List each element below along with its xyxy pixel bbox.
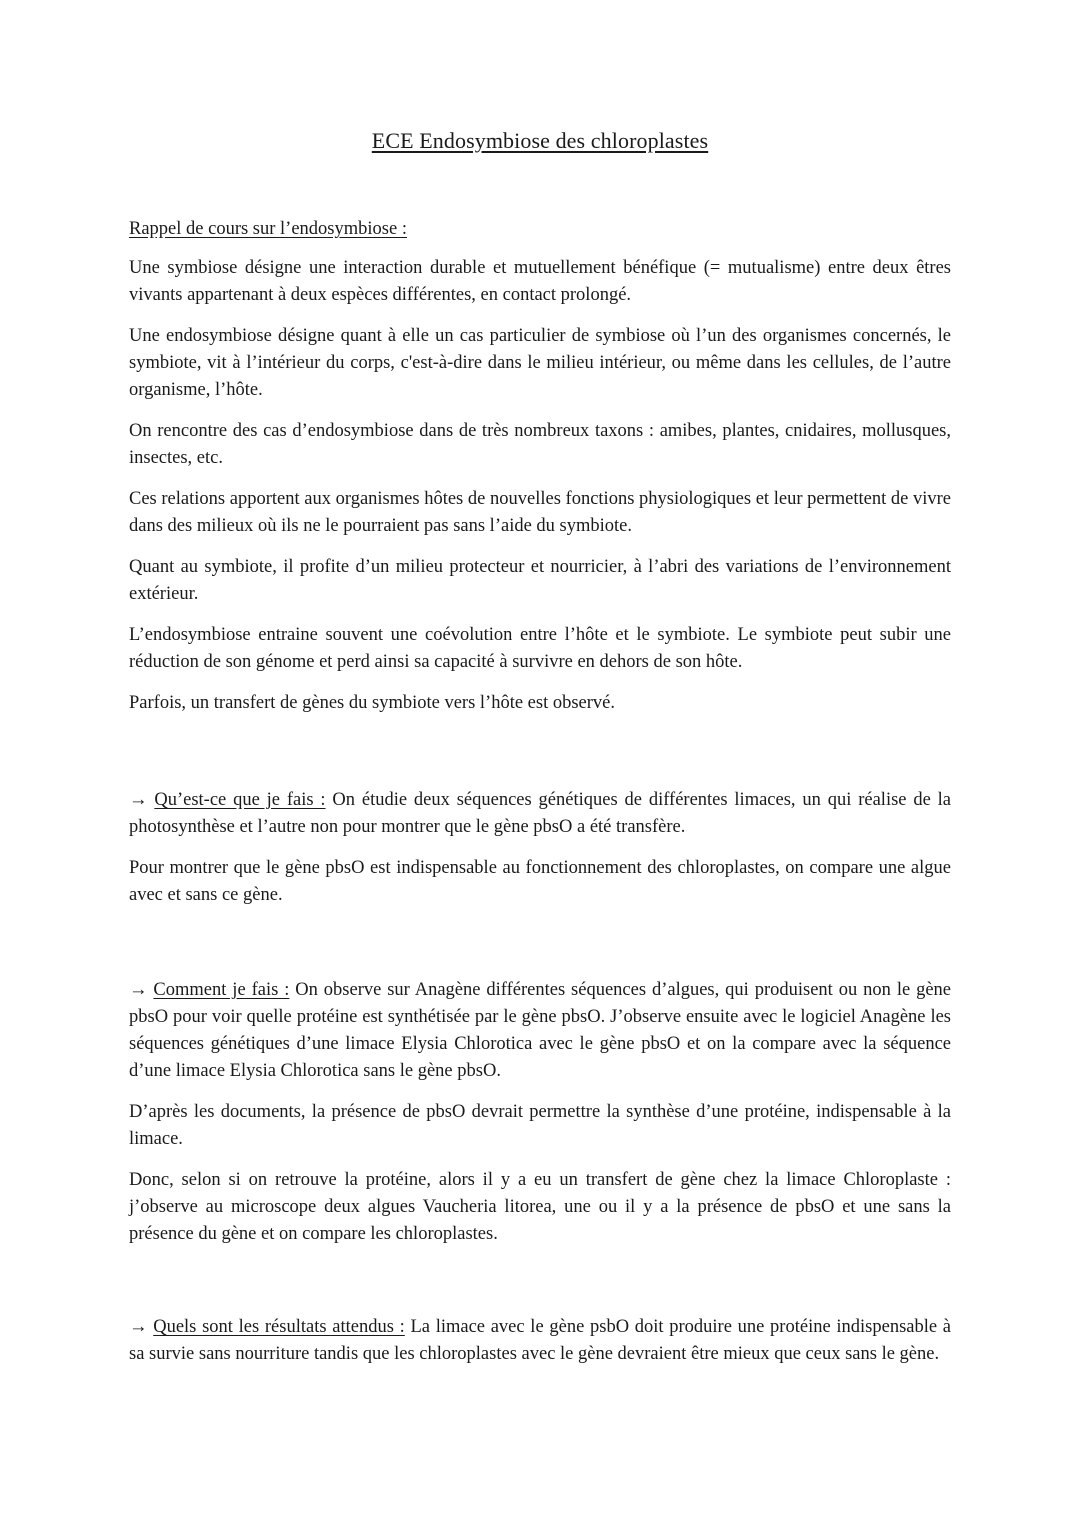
section-results-paragraph xyxy=(129,1314,951,1368)
rappel-paragraph-6: L’endosymbiose entraine souvent une coévolution entre l’hôte et le symbiote. Le symbiote peut subir une réduction de son génome et perd ainsi sa capacité à survivre en dehors de son hôte. xyxy=(129,625,951,672)
document-page xyxy=(129,128,951,1382)
section-what-paragraph xyxy=(129,787,951,841)
rappel-heading: Rappel de cours sur l’endosymbiose : xyxy=(129,219,407,239)
section-how-paragraph-3: Donc, selon si on retrouve la protéine, alors il y a eu un transfert de gène chez la limace Chloroplaste : j’observe au microscope deux algues Vaucheria litorea, une ou il y a la présence de pbsO et une sans la présence du gène et on compare les chloroplastes. xyxy=(129,1170,951,1244)
rappel-paragraph-7: Parfois, un transfert de gènes du symbiote vers l’hôte est observé. xyxy=(129,693,616,713)
rappel-paragraph-3: On rencontre des cas d’endosymbiose dans de très nombreux taxons : amibes, plantes, cnidaires, mollusques, insectes, etc. xyxy=(129,421,951,468)
section-what-text: On étudie deux séquences génétiques de différentes limaces, un qui réalise de la photosynthèse et l’autre non pour montrer que le gène pbsO a été transfère. xyxy=(129,790,951,837)
section-results-text: La limace avec le gène psbO doit produire une protéine indispensable à sa survie sans nourriture tandis que les chloroplastes avec le gène devraient être mieux que ceux sans le gène. xyxy=(129,1317,951,1364)
arrow-icon: → xyxy=(129,1317,148,1337)
section-how-text: On observe sur Anagène différentes séquences d’algues, qui produisent ou non le gène pbsO pour voir quelle protéine est synthétisée par le gène pbsO. J’observe ensuite avec le logiciel Anagène les séquences génétiques d’une limace Elysia Chlorotica avec le gène pbsO et on la compare avec la séquence d’une limace Elysia Chlorotica sans le gène pbsO. xyxy=(129,980,952,1081)
arrow-icon: → xyxy=(129,790,148,810)
section-what-paragraph-2: Pour montrer que le gène pbsO est indispensable au fonctionnement des chloroplastes, on compare une algue avec et sans ce gène. xyxy=(129,858,951,905)
section-how-label: Comment je fais : xyxy=(153,980,290,1000)
rappel-paragraph-5: Quant au symbiote, il profite d’un milieu protecteur et nourricier, à l’abri des variations de l’environnement extérieur. xyxy=(129,557,951,604)
section-how-paragraph xyxy=(129,977,951,1085)
rappel-paragraph-1: Une symbiose désigne une interaction durable et mutuellement bénéfique (= mutualisme) entre deux êtres vivants appartenant à deux espèces différentes, en contact prolongé. xyxy=(129,258,951,305)
arrow-icon: → xyxy=(129,980,148,1000)
rappel-paragraph-4: Ces relations apportent aux organismes hôtes de nouvelles fonctions physiologiques et leur permettent de vivre dans des milieux où ils ne le pourraient pas sans l’aide du symbiote. xyxy=(129,489,951,536)
section-how-paragraph-2: D’après les documents, la présence de pbsO devrait permettre la synthèse d’une protéine, indispensable à la limace. xyxy=(129,1102,951,1149)
section-results-label: Quels sont les résultats attendus : xyxy=(153,1317,405,1337)
rappel-paragraph-2: Une endosymbiose désigne quant à elle un cas particulier de symbiose où l’un des organismes concernés, le symbiote, vit à l’intérieur du corps, c'est-à-dire dans le milieu intérieur, ou même dans les cellules, de l’autre organisme, l’hôte. xyxy=(129,326,951,400)
section-what-label: Qu’est-ce que je fais : xyxy=(154,790,326,810)
document-title: ECE Endosymbiose des chloroplastes xyxy=(371,128,709,153)
